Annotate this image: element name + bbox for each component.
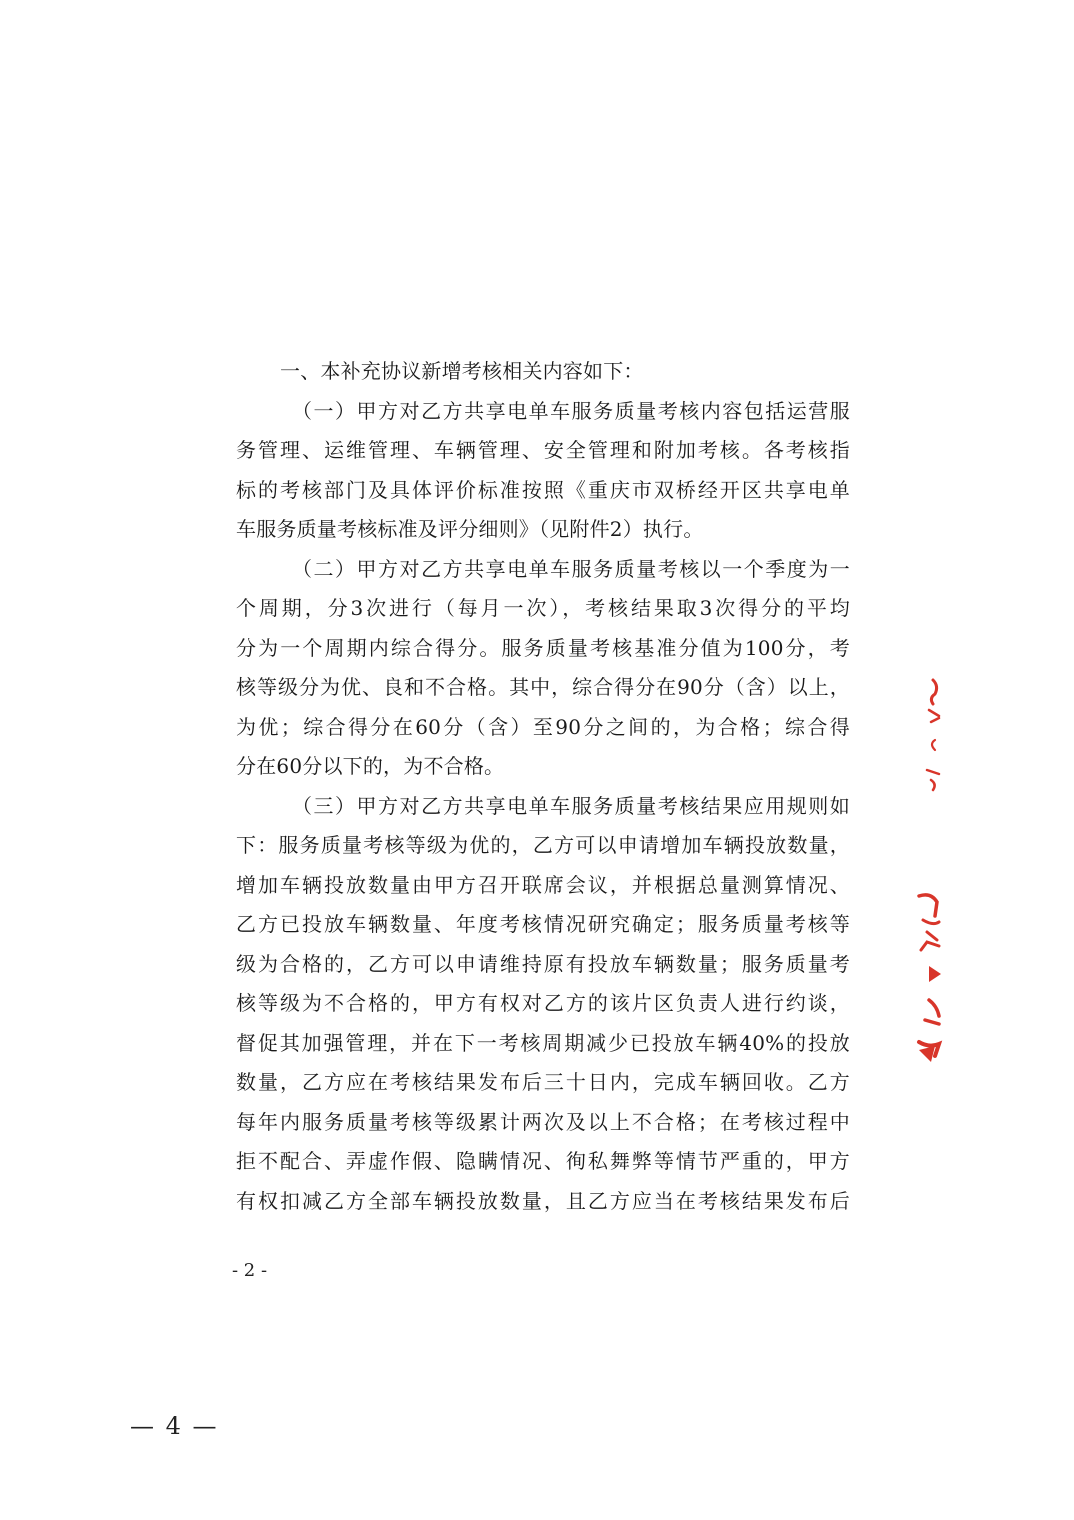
paragraph-line: 下：服务质量考核等级为优的，乙方可以申请增加车辆投放数量， [236,833,850,857]
paragraph-line: 为优；综合得分在60分（含）至90分之间的，为合格；综合得 [236,714,850,739]
paragraph-line: 核等级分为优、良和不合格。其中，综合得分在90分（含）以上， [236,675,850,699]
paragraph-line: 有权扣减乙方全部车辆投放数量，且乙方应当在考核结果发布后 [236,1188,850,1213]
section-heading: 一、本补充协议新增考核相关内容如下： [280,359,644,383]
paragraph-line: （二）甲方对乙方共享电单车服务质量考核以一个季度为一 [292,556,850,581]
body-text [236,352,850,1221]
seal-stamp-fragment [905,670,955,1070]
paragraph-line: （三）甲方对乙方共享电单车服务质量考核结果应用规则如 [292,793,850,818]
paragraph-line: （一）甲方对乙方共享电单车服务质量考核内容包括运营服 [292,398,850,423]
paragraph-line: 督促其加强管理，并在下一考核周期减少已投放车辆40%的投放 [236,1030,850,1055]
paragraph-line: 车服务质量考核标准及评分细则》（见附件2）执行。 [236,517,704,541]
paragraph-line: 拒不配合、弄虚作假、隐瞒情况、徇私舞弊等情节严重的，甲方 [236,1149,850,1173]
paragraph-line: 分为一个周期内综合得分。服务质量考核基准分值为100分，考 [236,635,850,660]
paragraph-line: 级为合格的，乙方可以申请维持原有投放车辆数量；服务质量考 [236,951,850,976]
paragraph-line: 增加车辆投放数量由甲方召开联席会议，并根据总量测算情况、 [236,872,850,897]
paragraph-line: 乙方已投放车辆数量、年度考核情况研究确定；服务质量考核等 [236,912,850,936]
paragraph-line: 个周期，分3次进行（每月一次），考核结果取3次得分的平均 [236,596,850,620]
paragraph-line: 分在60分以下的，为不合格。 [236,754,505,778]
paragraph-line: 数量，乙方应在考核结果发布后三十日内，完成车辆回收。乙方 [236,1070,850,1094]
inner-page-number: - 2 - [232,1260,268,1281]
outer-page-number: — 4 — [130,1412,219,1440]
paragraph-line: 每年内服务质量考核等级累计两次及以上不合格；在考核过程中 [236,1109,850,1134]
paragraph-line: 务管理、运维管理、车辆管理、安全管理和附加考核。各考核指 [236,438,850,462]
paragraph-line: 核等级为不合格的，甲方有权对乙方的该片区负责人进行约谈， [236,991,850,1015]
paragraph-line: 标的考核部门及具体评价标准按照《重庆市双桥经开区共享电单 [236,477,850,502]
